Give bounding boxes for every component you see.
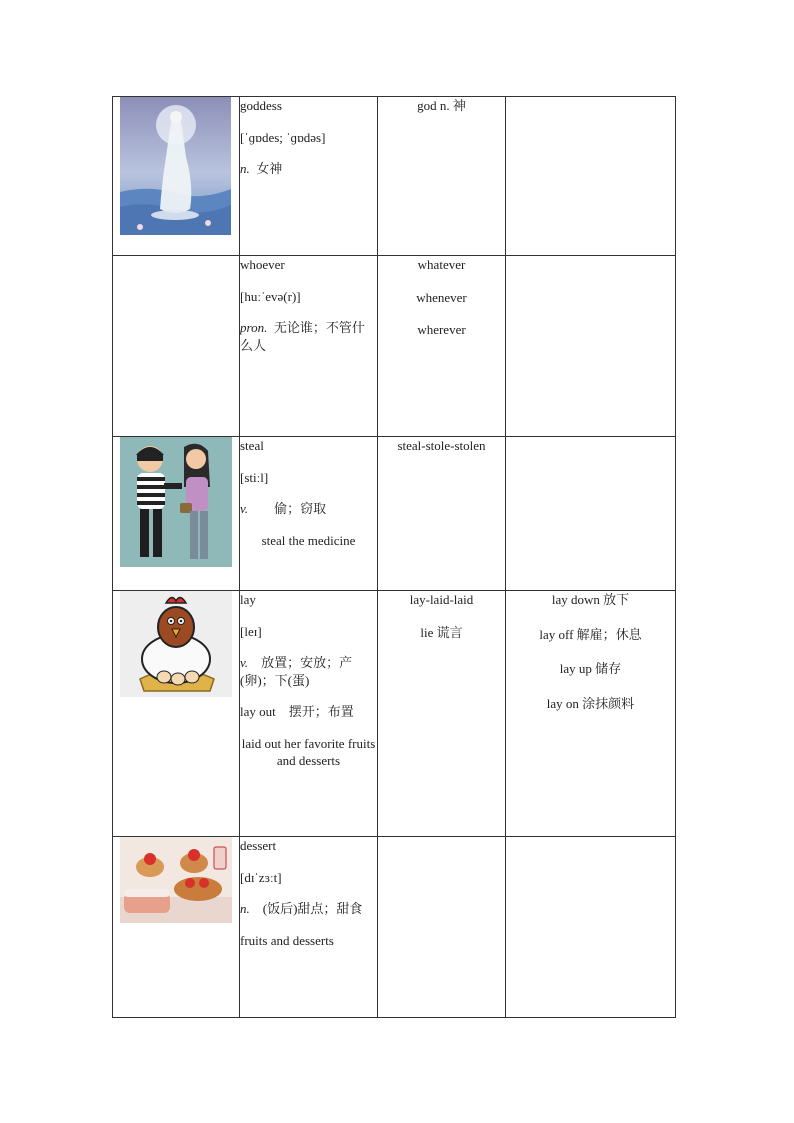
word-cell: [240, 97, 378, 256]
related-cell: [378, 591, 506, 837]
hen-illustration: [120, 591, 232, 697]
phonetic: [leɪ]: [240, 623, 262, 639]
word-cell: [240, 591, 378, 837]
meaning: (饭后)甜点；甜食: [262, 901, 363, 917]
image-cell: [113, 256, 240, 437]
related-form: wherever: [417, 322, 466, 338]
image-cell: [113, 97, 240, 256]
related-cell: [378, 437, 506, 591]
phrases-cell: [506, 591, 676, 837]
phrases-cell: [506, 437, 676, 591]
vocabulary-table: [112, 96, 676, 1018]
phonetic: [dɪˈzɜːt]: [240, 869, 282, 885]
related-cell: [378, 97, 506, 256]
phrase: lay out: [240, 704, 276, 720]
table-row: [113, 256, 676, 437]
part-of-speech: pron.: [240, 320, 268, 336]
example: fruits and desserts: [240, 932, 334, 948]
phrase-item: lay on 涂抹颜料: [546, 695, 635, 711]
table-row: [113, 837, 676, 1018]
part-of-speech: v.: [240, 501, 249, 517]
related-form: steal-stole-stolen: [397, 438, 486, 453]
word: goddess: [240, 98, 282, 113]
part-of-speech: n.: [240, 161, 250, 177]
meaning: 无论谁；不管什么人: [240, 320, 365, 353]
related-form: god n. 神: [417, 98, 466, 113]
related-form: whatever: [417, 257, 466, 272]
phrases-cell: [506, 837, 676, 1018]
meaning: 女神: [256, 161, 283, 177]
thief-illustration: [120, 437, 232, 567]
phrase-item: lay down 放下: [551, 592, 630, 607]
table-row: [113, 437, 676, 591]
table-row: [113, 591, 676, 837]
word-cell: [240, 256, 378, 437]
word-cell: [240, 437, 378, 591]
part-of-speech: v.: [240, 655, 249, 671]
image-cell: [113, 591, 240, 837]
meaning: 放置；安放；产(卵)；下(蛋): [240, 655, 353, 688]
word-cell: [240, 837, 378, 1018]
word: whoever: [240, 257, 285, 272]
image-cell: [113, 437, 240, 591]
dessert-photo: [120, 837, 232, 923]
phrases-cell: [506, 256, 676, 437]
related-form: lie 谎言: [420, 624, 463, 640]
word: lay: [240, 592, 256, 607]
word: dessert: [240, 838, 277, 853]
phonetic: [ˈɡɒdes; ˈɡɒdəs]: [240, 129, 326, 145]
part-of-speech: n.: [240, 901, 250, 917]
phonetic: [huːˈevə(r)]: [240, 288, 301, 304]
phrase-meaning: 摆开；布置: [288, 704, 354, 720]
phonetic: [stiːl]: [240, 469, 269, 485]
word: steal: [240, 438, 264, 453]
phrases-cell: [506, 97, 676, 256]
image-cell: [113, 837, 240, 1018]
table-row: [113, 97, 676, 256]
related-cell: [378, 256, 506, 437]
goddess-illustration: [120, 97, 231, 235]
related-cell: [378, 837, 506, 1018]
phrase-item: lay up 储存: [559, 661, 622, 677]
phrase-item: lay off 解雇；休息: [539, 626, 642, 642]
example: laid out her favorite fruits and desserts: [241, 735, 376, 769]
meaning: 偷；窃取: [274, 501, 327, 517]
example: steal the medicine: [261, 532, 356, 548]
related-form: whenever: [416, 289, 467, 305]
related-form: lay-laid-laid: [409, 592, 474, 607]
